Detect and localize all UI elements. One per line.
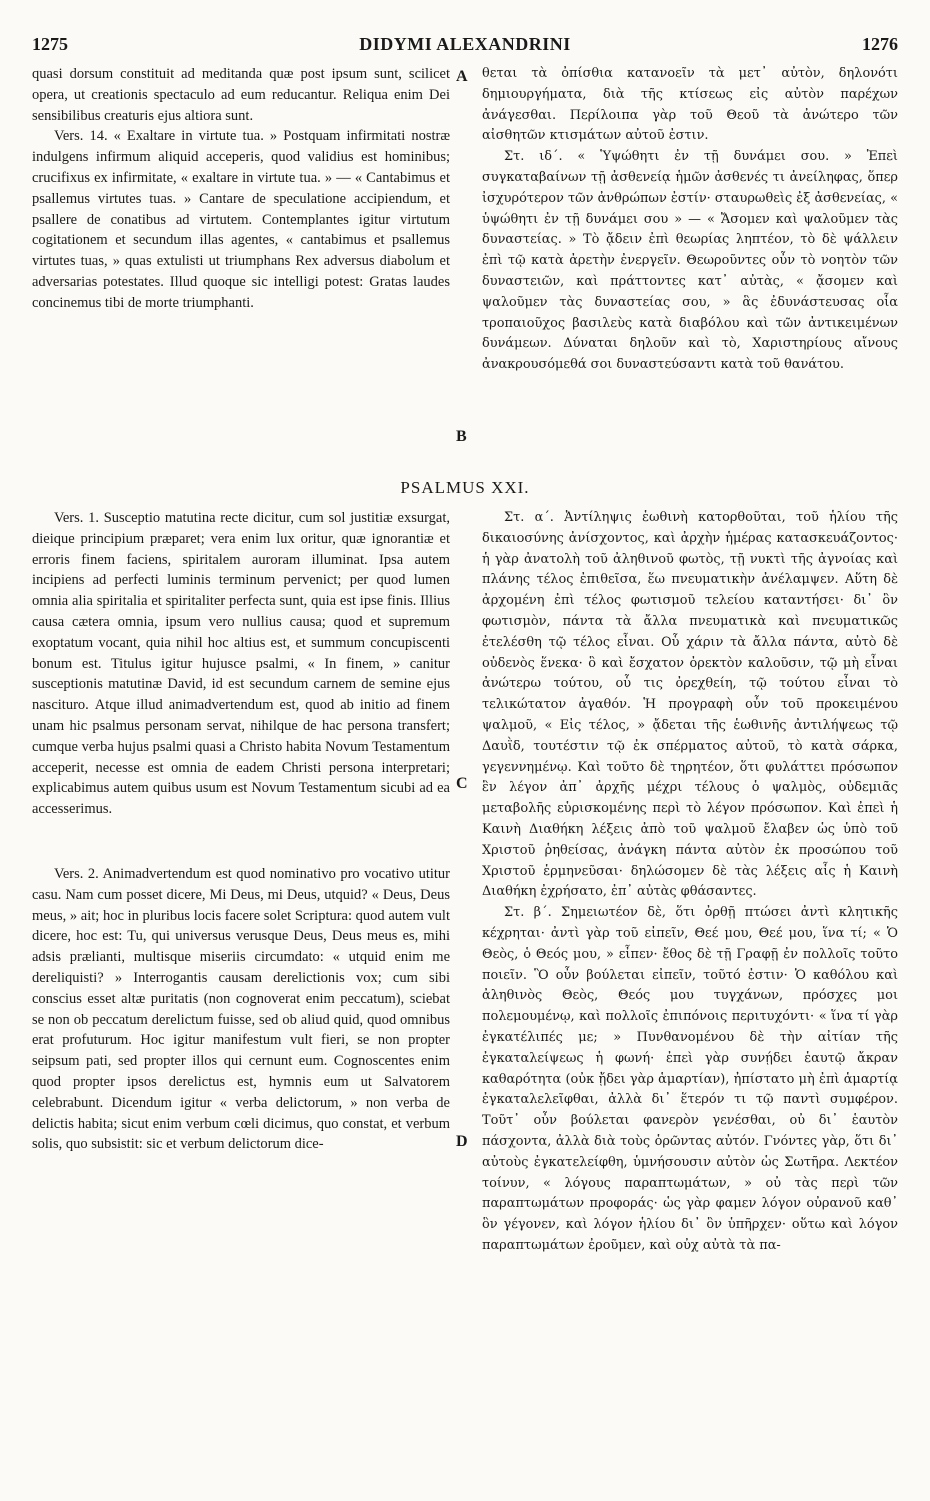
section-marker-c: C [456, 775, 468, 792]
section-marker-d: D [456, 1133, 468, 1150]
section-marker-b: B [456, 428, 467, 445]
latin-column-main [32, 508, 450, 1155]
latin-paragraph: Vers. 14. « Exaltare in virtute tua. » Postquam infirmitati nostræ indulgens infirmum aliquid acceperis, quod validius est hominibus; crucifixus ex infirmitate, « exaltare in virtute tua. » — « Cantabimus et psallemus virtutes tuas. » Cantare de speculatione accipiendum, et psallere de conatibus ad virtutem. Contemplantes igitur virtutum cogitationem et secundum illas agentes, « cantabimus et psallemus virtutes tuas, » quas extulisti ut triumphans Rex adversus diabolum et adversarias potestates. Illud quoque sic intelligi potest: Gratas laudes concinemus tibi de morte triumphanti. [32, 128, 450, 311]
page-number-left: 1275 [32, 34, 68, 54]
greek-paragraph: Στ. ιδ΄. « Ὑψώθητι ἐν τῇ δυνάμει σου. » Ἐπεὶ συγκαταβαίνων τῇ ἀσθενείᾳ ἡμῶν ἀσθενές τι ἀνείληφας, ὅπερ ἰσχυρότερον τῶν ἀνθρώπων ἐστίν· σταυρωθεὶς ἐξ ἀσθενείας, « ὑψώθητι ἐν τῇ δυνάμει σου » — « Ἄσομεν καὶ ψαλοῦμεν τὰς δυναστείας. » Τὸ ᾄδειν ἐπὶ θεωρίας ληπτέον, τὸ δὲ ψάλλειν ἐπὶ τῷ κατὰ ἀρετὴν ἐνεργεῖν. Θεωροῦντες οὖν τὸ νοητὸν τῶν δυναστειῶν, καὶ πράττοντες κατ᾽ αὐτὰς, « ᾄσομεν καὶ ψαλοῦμεν τὰς δυναστείας σου, » ἃς ἐδυνάστευσας οἷα τροπαιοῦχος βασιλεὺς κατὰ διαβόλου καὶ τῶν ἀντικειμένων δυνάμεων. Δύναται δηλοῦν καὶ τὸ, Χαριστηρίους αἴνους ἀνακρουσόμεθά σοι δυναστεύσαντι κατὰ τοῦ θανάτου. [482, 149, 898, 373]
greek-paragraph: θεται τὰ ὀπίσθια κατανοεῖν τὰ μετ᾽ αὐτὸν, δηλονότι δημιουργήματα, διὰ τῆς κτίσεως εἰς αὐτὸν παρέχων ἀνάγεσθαι. Περίλοιπα γὰρ τοῦ Θεοῦ τὰ ἀνώτερο τῶν αἰσθητῶν κτισμάτων αὐτοῦ ἐστιν. [482, 66, 898, 144]
greek-paragraph: Στ. α΄. Ἀντίληψις ἑωθινὴ κατορθοῦται, τοῦ ἡλίου τῆς δικαιοσύνης ἀνίσχοντος, καὶ ἀρχὴν ἡμέρας κατασκευάζοντος· ἡ γὰρ ἀνατολὴ τοῦ ἀληθινοῦ φωτὸς, τῇ νυκτὶ τῆς ἀγνοίας καὶ πλάνης τέλος ἐπιθεῖσα, ἕω πνευματικὴν ἀνέλαμψεν. Αὕτη δὲ ἀρχομένη ἐπὶ τέλος φωτισμοῦ τελείου καταντήσει· δι᾽ ὃν φωτισμὸν, πάντα τὰ ἄλλα πνευματικὰ καὶ πνευματικῶς ἐτελέσθη τῷ τέλος εἶναι. Οὗ χάριν τὰ ἄλλα πάντα, αὐτὸ δὲ οὐδενὸς ἕνεκα· ὃ καὶ ἔσχατον ὀρεκτὸν καλοῦσιν, τῷ μὴ εἶναι ἀνώτερω τούτου, οὗ τις ὀρεχθείη, τῷ τούτου εἶναι τὸ τελικώτατον ἀγαθόν. Ἡ προγραφὴ οὖν τοῦ προκειμένου ψαλμοῦ, « Εἰς τέλος, » ᾄδεται τῆς ἑωθινῆς ἀντιλήψεως τῷ Δαυῒδ, τουτέστιν τῷ ἐκ σπέρματος αὐτοῦ, τὸ κατὰ σάρκα, γεγεννημένῳ. Καὶ τοῦτο δὲ τηρητέον, ὅτι φυλάττει πρόσωπον ἓν λέγον ἀπ᾽ ἀρχῆς μέχρι τέλους ὁ ψαλμὸς, οὐδεμιᾶς μεταβολῆς εὑρισκομένης περὶ τὸ λέγον πρόσωπον. Καὶ ἐπεὶ ἡ Καινὴ Διαθήκη λέξεις ἀπὸ τοῦ ψαλμοῦ ἔλαβεν ὡς ὑπὸ τοῦ Χριστοῦ ῥηθείσας, ἀνάγκη πάντα αὐτὸν ἐκ προσώπου τοῦ Χριστοῦ ἑρμηνεῦσαι· δηλώσομεν δὲ τὰς λέξεις αἷς ἡ Καινὴ Διαθήκη ἐχρήσατο, ἐπ᾽ αὐτὰς φθάσαντες. [482, 510, 898, 900]
greek-column-top [482, 64, 898, 376]
latin-paragraph: Vers. 1. Susceptio matutina recte dicitur, cum sol justitiæ exsurgat, dieique principium præparet; vera enim lux oritur, quæ ignorantiæ et erroris finem faciens, spiritalem auroram illuminat. Ipsa autem incipiens ad perfecti luminis terminum pervenict; per quod lumen omnia alia spiritalia et spiritaliter perfecta sunt, quia est ipse finis. Illius causa cætera omnia, ipsum vero nullius causa; quod et supremum exoptatum vocant, quia nihil hoc altius est, et summum concupiscenti bonum est. Titulus igitur hujusce psalmi, « In finem, » canitur susceptionis matutinæ David, id est secundum carnem de semine ejus nasciturо. Atque illud animadvertendum est, quod ab initio ad finem unam hic psalmus personam servat, nihilque de hac persona transfert; cumque verba hujus psalmi quasi a Christo habita Novum Testamentum acceperit, necesse est omnia de eadem Christi persona interpretari; explicabimus autem quibus usum est Novum Testamentum sicubi ad ea accesserimus. [32, 510, 450, 818]
page-header [32, 34, 898, 60]
page-number-right: 1276 [862, 34, 898, 54]
running-title: DIDYMI ALEXANDRINI [359, 34, 571, 54]
psalm-title: PSALMUS XXI. [400, 478, 530, 497]
latin-column-top [32, 64, 450, 314]
greek-column-main [482, 508, 898, 1257]
latin-paragraph: quasi dorsum constituit ad meditanda quæ post ipsum sunt, scilicet opera, ut creationis spectaculo ad eum reducantur. Reliqua enim Dei sensibilibus creaturis ejus altiora sunt. [32, 66, 450, 124]
latin-paragraph: Vers. 2. Animadvertendum est quod nominativo pro vocativo utitur casu. Nam cum posset dicere, Mi Deus, mi Deus, utquid? « Deus, Deus meus, » ait; hoc in pluribus locis facere solet Scriptura: quod autem vult dicere, hoc est: Tu, qui universus verusque Deus, Deus meus es, mihi adsis prælianti, multisque miseriis circumdato: « utquid enim me dereliquisti? » Interrogantis causam derelictionis vox; cum sibi conscius esset altæ puritatis (non cognoverat enim peccatum), sciebat se non ob peccatum derelictum fuisse, sed ob aliud quid, quod omnibus erat profuturum. Hoc igitur manifestum vult fieri, se non propter seipsum pati, sed propter illos qui cernunt eum. Cognoscentes enim quod propter ipsos derelictus est, hymnis eum ut Salvatorem celebrabunt. Dicendum igitur « verba delictorum, » non verba de delictis habita; sicut enim verbum cœli dicimus, quo constat, et verbum solis, quo subsistit: sic et verbum delictorum dice- [32, 865, 450, 1153]
greek-paragraph: Στ. β΄. Σημειωτέον δὲ, ὅτι ὀρθῇ πτώσει ἀντὶ κλητικῆς κέχρηται· ἀντὶ γὰρ τοῦ εἰπεῖν, Θεέ μου, Θεέ μου, ἵνα τί; « Ὁ Θεὸς, ὁ Θεός μου, » εἶπεν· ἔθος δὲ τῇ Γραφῇ ἐν πολλοῖς τοῦτο ποιεῖν. Ὃ οὖν βούλεται εἰπεῖν, τοῦτό ἐστιν· Ὁ καθόλου καὶ ἀληθινὸς Θεὸς, Θεός μου τυγχάνων, πρόσχες μοι πολεμουμένῳ, καὶ πολλοῖς ἐπιπόνοις περιτυχόντι· « ἵνα τί γὰρ ἐγκατέλιπές με; » Πυνθανομένου δὲ τὴν αἰτίαν τῆς ἐγκαταλείψεως ἡ φωνή· ἐπεὶ γὰρ συνῄδει ἑαυτῷ ἄκραν καθαρότητα (οὐκ ᾔδει γὰρ ἁμαρτίαν), ἠπίστατο μὴ ἐπὶ ἁμαρτίᾳ ἐγκαταλελεῖφθαι, ἀλλὰ δι᾽ ἕτερόν τι τῷ παντὶ συμφέρον. Τοῦτ᾽ οὖν βούλεται φανερὸν γενέσθαι, οὐ δι᾽ ἑαυτὸν πάσχοντα, ἀλλὰ διὰ τοὺς ὁρῶντας αὐτόν. Γνόντες γὰρ, ὅτι δι᾽ αὐτοὺς ἐγκατελείφθη, ὑμνήσουσιν αὐτὸν ὡς Σωτῆρα. Λεκτέον τοίνυν, « λόγους παραπτωμάτων, » οὐ τὰς περὶ τῶν παραπτωμάτων προφοράς· ὡς γὰρ φαμεν λόγον οὐρανοῦ καθ᾽ ὃν γέγονεν, καὶ λόγον ἡλίου δι᾽ ὃν ὑπῆρχεν· οὕτω καὶ λόγον παραπτωμάτων ἐροῦμεν, καὶ οὐχ αὐτὰ τὰ πα- [482, 905, 898, 1253]
section-marker-a: A [456, 68, 468, 85]
